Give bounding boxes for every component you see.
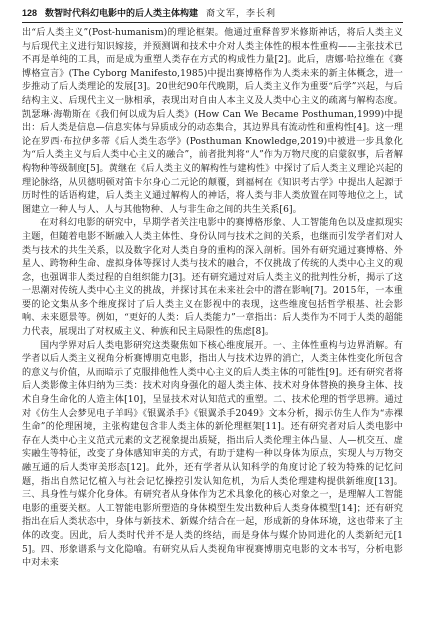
paragraph-3: 国内学界对后人类电影研究这类聚焦如下核心维度展开。一、主体性重构与边界消解。有学者以后人类主义视角分析赛博朋克电影，指出人与技术边界的消亡，人类主体性变化所包含的意义与价值，从而暗示了克服排他性人类中心主义的后人类主体的可能性[9]。还有研究者将后人类影像主体归纳为三类：技术对肉身强化的超人类主体、技术对身体替换的换身主体、技术自身生命化的人造主体[10]，呈显技术对认知范式的重塑。二、技术伦理的哲学思辨。通过对《仿生人会梦见电子羊吗》《银翼杀手》《银翼杀手2049》文本分析，揭示仿生人作为“赤裸生命”的伦理困境，主张构建包含非人类主体的新伦理框架[11]。还有研究者对后人类电影中存在人类中心主义范式元素的文艺视象提出质疑，指出后人类伦理主体凸显、人—机交互、虚实融生等特征，改变了身体感知审美的方式，有助于建构一种以身体为原点，实现人与万物交融互通的后人类审美形态[12]。此外，还有学者从认知科学的角度讨论了较为特殊的记忆问题，指出自然记忆植入与社会记忆操控引发认知危机，为后人类伦理建构提供新维度[13]。三、具身性与媒介化身体。有研究者从身体作为艺术具象化的核心对象之一，是理解人工智能电影的重要关枢。人工智能电影所塑造的身体模型生发出数种后人类身体模型[14]；还有研究指出在后人类状态中，身体与新技术、新媒介结合在一起，形成新的身体环境，这也带来了主体的改变。因此，后人类时代并不是人类的终结，而是身体与媒介协同进化的人类新纪元[15]。四、形象谱系与文化隐喻。有研究从后人类视角审视赛博朋克电影的文本书写，分析电影中对未来 bbox=[22, 340, 403, 569]
paragraph-2: 在对科幻电影的研究中，早期学者关注电影中的赛博格形象、人工智能角色以及虚拟现实主题，但随着电影不断融入人类主体性、身份认同与技术之间的关系，也继而引发学者们对人类与技术的共生关系，以及数字化对人类自身的重构的深入剖析。国外有研究通过赛博格、外星人、跨物种生命、虚拟身体等探讨人类与技术的融合，不仅挑战了传统的人类中心主义的观念，也强调非人类过程的自组织能力[3]。还有研究通过对后人类主义的批判性分析，揭示了这一思潮对传统人类中心主义的挑战，并探讨其在未来社会中的潜在影响[7]。2015年，一本重要的论文集从多个维度探讨了后人类主义在影视中的表现，这些维度包括哲学根基、社会影响、未来愿景等。例如，“更好的人类：后人类能力”一章指出：后人类作为不同于人类的超能力代表，展现出了对权威主义、种族和民主局限性的焦虑[8]。 bbox=[22, 218, 403, 338]
paragraph-1: 出“后人类主义”(Post-humanism)的理论框架。他通过重释普罗米修斯神话，将后人类主义与后现代主义进行知识嫁接，并预测调和技术中介对人类主体性的根本性重构——主张技术已不再是单纯的工具，而是成为重塑人类存在方式的构成性力量[2]。此后，唐娜·哈拉维在《赛博格宣言》(The Cyborg Manifesto,1985)中提出赛博格作为人类未来的新主体概念，进一步推动了后人类理论的发展[3]。20世纪90年代晚期，后人类主义作为重要“后学”兴起，与后结构主义、后现代主义一脉相承，表现出对自由人本主义及人类中心主义的疏离与解构态度。凯瑟琳·海勒斯在《我们何以成为后人类》(How Can We Became Posthuman,1999)中提出：后人类是信息—信息实体与异质成分的动态集合，其边界具有流动性和重构性[4]。这一理论在罗西·布拉伊多蒂《后人类生态学》(Posthuman Knowledge,2019)中被进一步具象化为“后人类主义与后人类中心主义的融合”，前者批判将“人”作为万物尺度的启蒙叙事，后者解构物种等级制度[5]。黄继在《后人类主义的解构性与建构性》中探讨了后人类主义理论兴起的理论脉络，从贝德明顿对笛卡尔身心二元论的颠覆，到福柯在《知识考古学》中提出人起源于历时性的话语构建，后人类主义通过解构人的神话，将人类与非人类放置在同等地位之上，试图建立一种人与人、人与其他物种、人与非生命之间的共生关系[6]。 bbox=[22, 28, 403, 215]
authors: 裔文军，李长利 bbox=[206, 9, 277, 19]
running-header bbox=[22, 6, 403, 23]
page-number: 128 bbox=[22, 8, 38, 18]
journal-title: 数智时代科幻电影中的后人类主体构建 bbox=[45, 9, 199, 19]
